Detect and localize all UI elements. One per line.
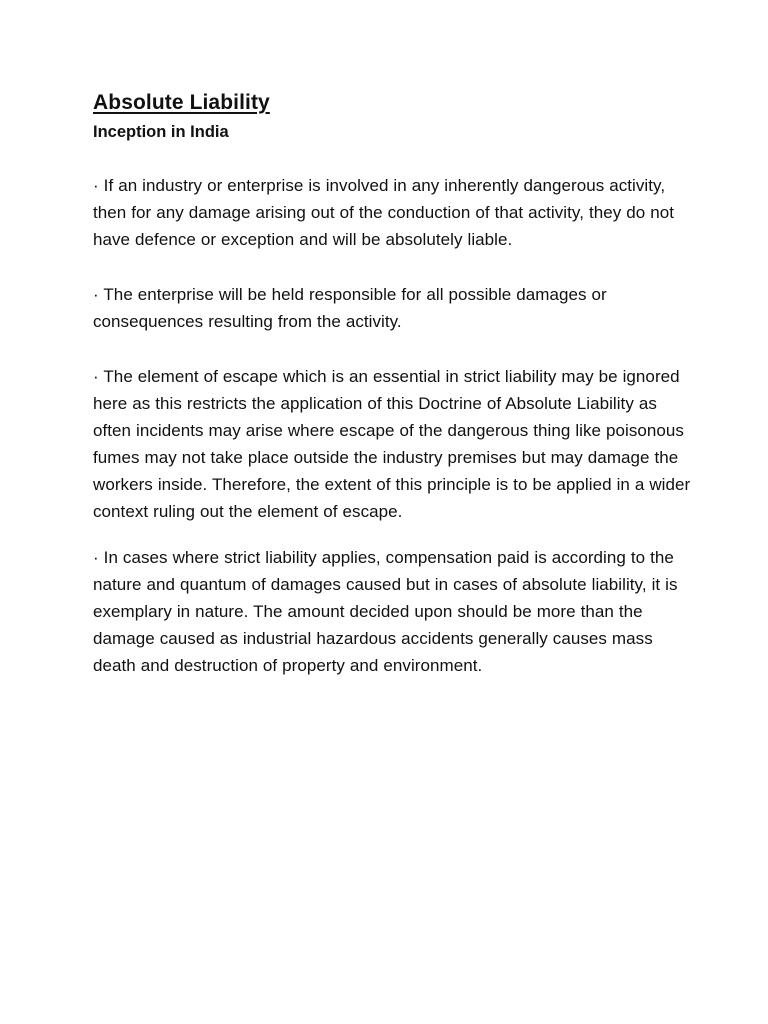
document-title: Absolute Liability [93,91,270,114]
paragraph-2: · The enterprise will be held responsible for all possible damages or consequences resulting from the activity. [93,285,607,331]
document-page [93,88,693,679]
paragraph-4: · In cases where strict liability applies, compensation paid is according to the nature and quantum of damages caused but in cases of absolute liability, it is exemplary in nature. The amount decided upon should be more than the damage caused as industrial hazardous accidents generally causes mass death and destruction of property and environment. [93,548,678,675]
document-subtitle: Inception in India [93,123,229,141]
paragraph-1: · If an industry or enterprise is involved in any inherently dangerous activity, then for any damage arising out of the conduction of that activity, they do not have defence or exception and will be absolutely liable. [93,176,675,249]
paragraph-3: · The element of escape which is an essential in strict liability may be ignored here as this restricts the application of this Doctrine of Absolute Liability as often incidents may arise where escape of the dangerous thing like poisonous fumes may not take place outside the industry premises but may damage the workers inside. Therefore, the extent of this principle is to be applied in a wider context ruling out the element of escape. [93,367,691,521]
